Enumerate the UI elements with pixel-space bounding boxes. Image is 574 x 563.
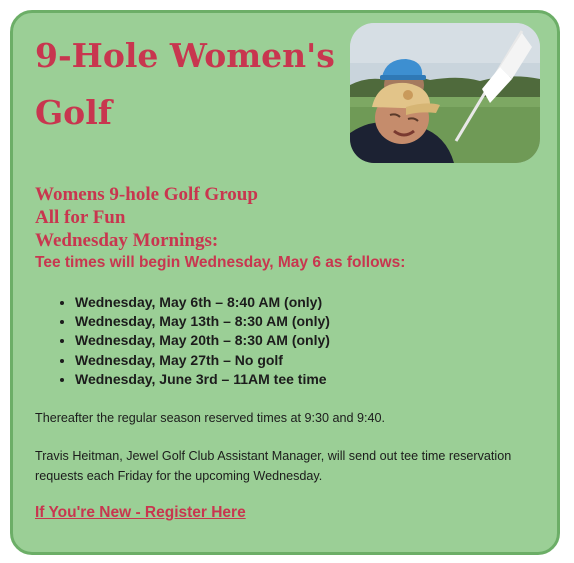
regular-season-note: Thereafter the regular season reserved times at 9:30 and 9:40.	[35, 411, 386, 425]
subheading-line: All for Fun	[35, 207, 126, 228]
subheading-line: Wednesday Mornings:	[35, 230, 219, 251]
reservation-note: Travis Heitman, Jewel Golf Club Assistant Manager, will send out tee time reservation requests each Friday for the upcoming Wednesday.	[35, 449, 512, 483]
register-link[interactable]: If You're New - Register Here	[35, 504, 246, 521]
schedule-item: • Wednesday, May 27th – No golf	[75, 351, 330, 370]
page-title: 9-Hole Women's Golf	[35, 36, 335, 132]
schedule-item: • Wednesday, May 13th – 8:30 AM (only)	[75, 312, 330, 331]
golf-photo	[350, 23, 540, 163]
group-subheading	[35, 183, 258, 252]
tee-schedule-list	[53, 293, 330, 389]
schedule-item: • Wednesday, May 6th – 8:40 AM (only)	[75, 293, 330, 312]
schedule-item: • Wednesday, May 20th – 8:30 AM (only)	[75, 331, 330, 350]
subheading-line: Womens 9-hole Golf Group	[35, 184, 258, 205]
schedule-item: • Wednesday, June 3rd – 11AM tee time	[75, 370, 330, 389]
info-card	[10, 10, 560, 555]
tee-times-intro: Tee times will begin Wednesday, May 6 as follows:	[35, 254, 406, 271]
